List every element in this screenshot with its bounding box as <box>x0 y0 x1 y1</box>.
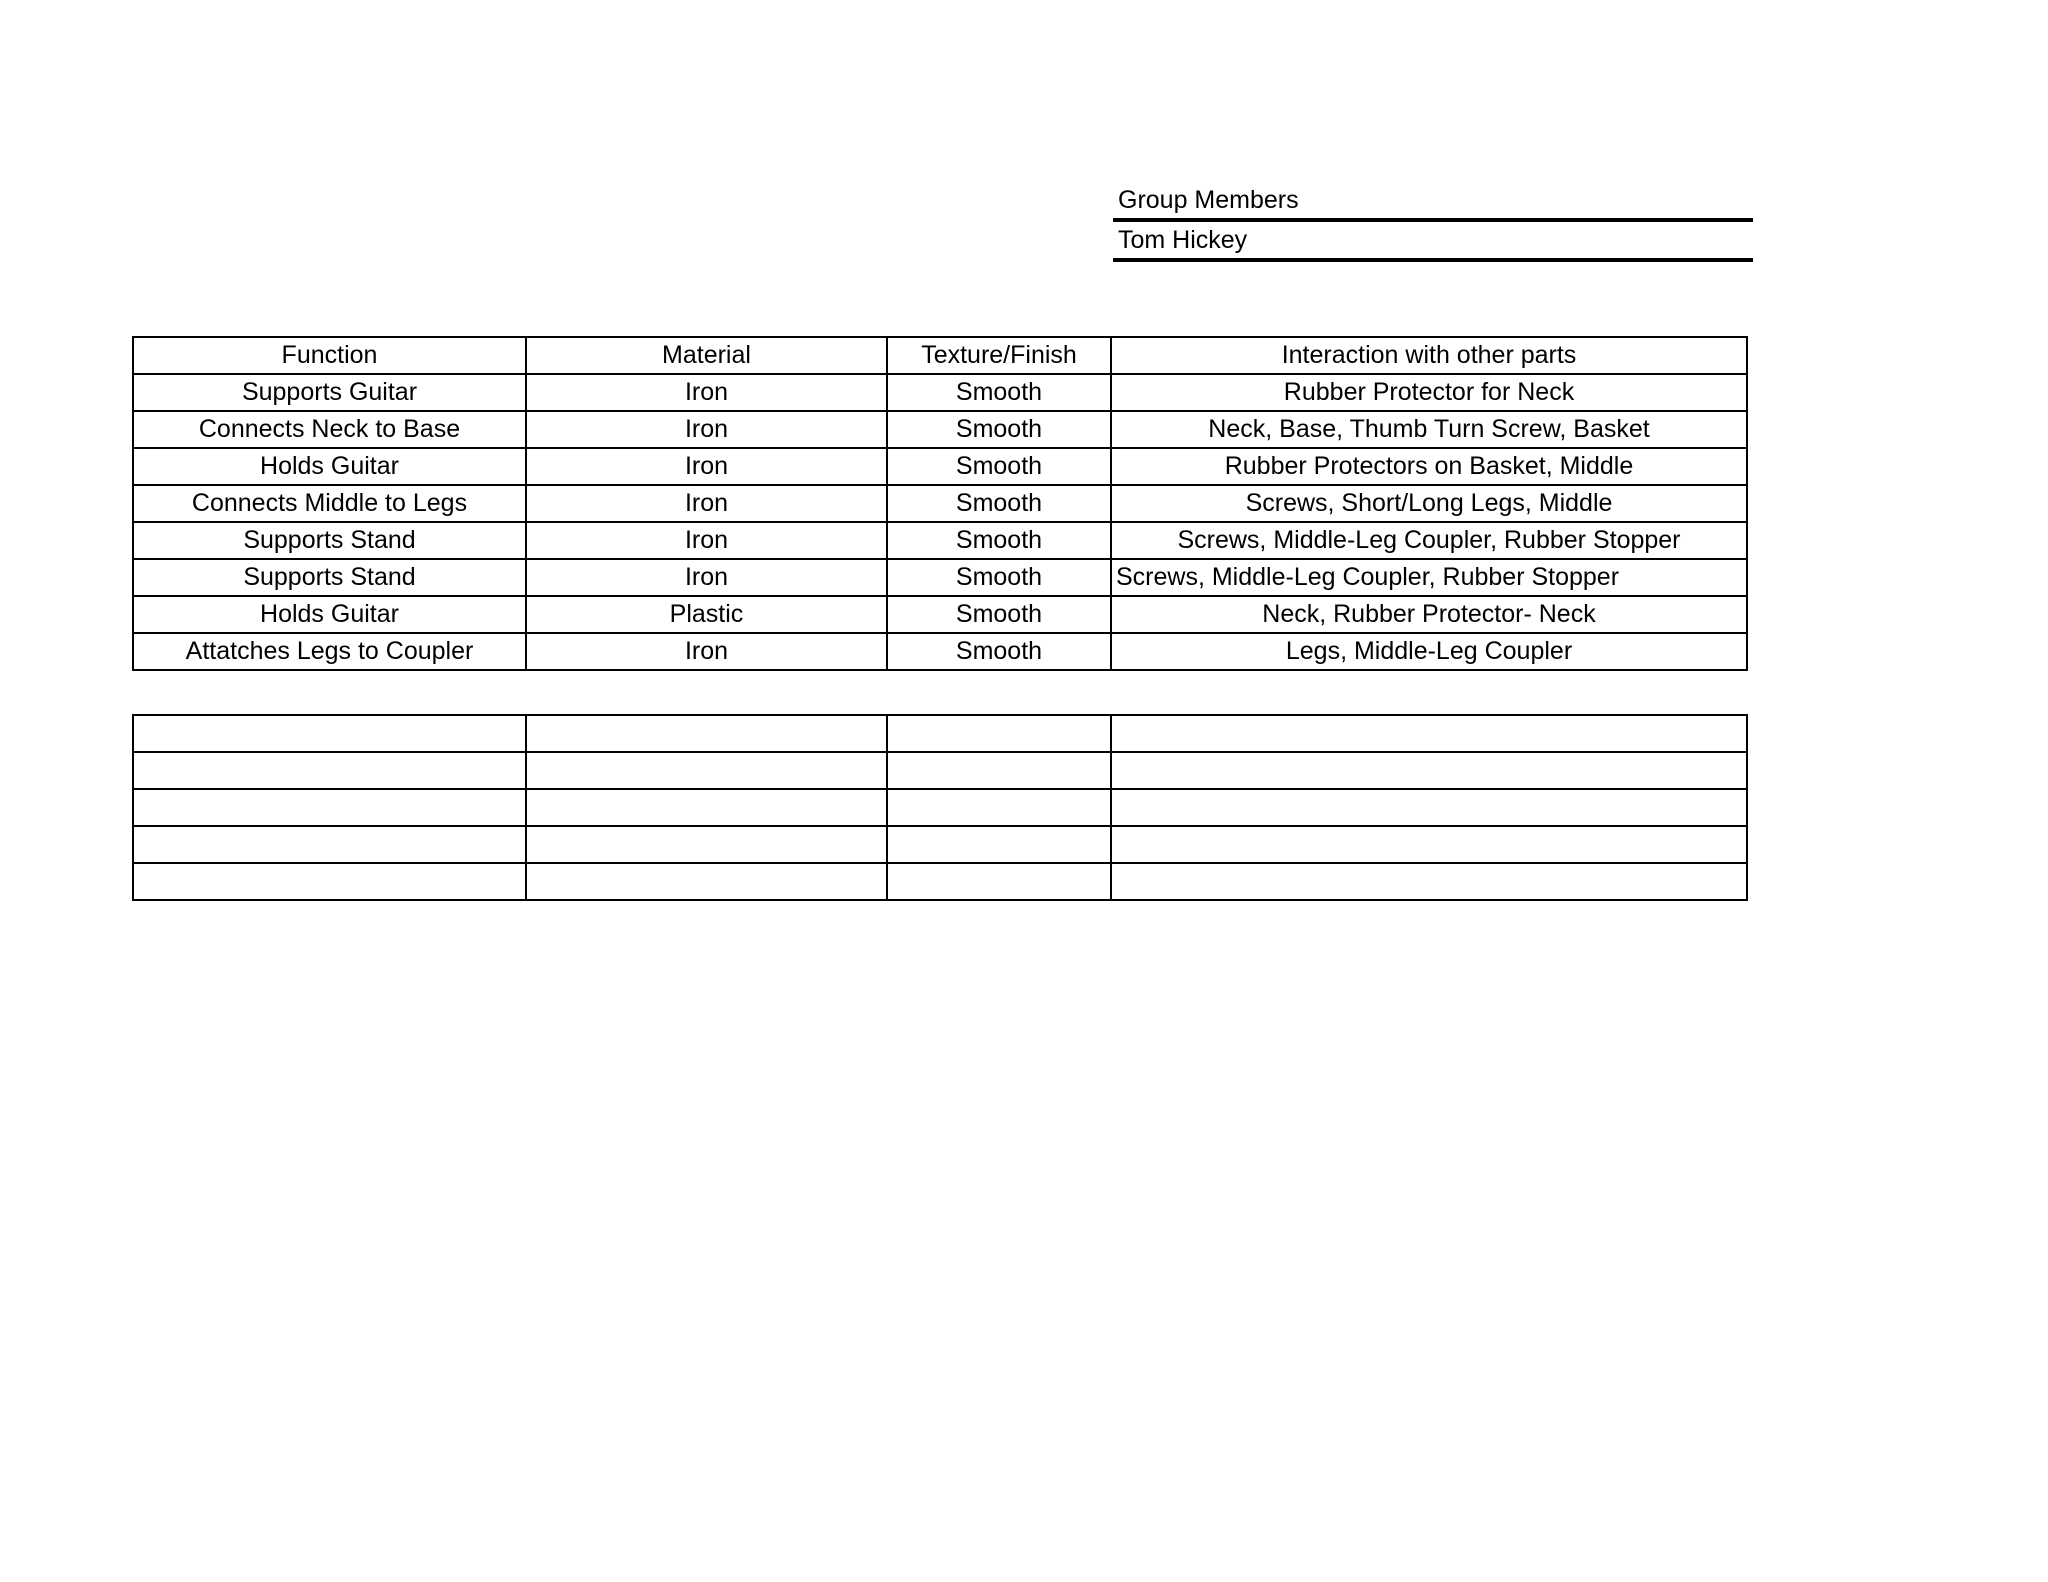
cell-material: Iron <box>526 559 887 596</box>
cell-material: Iron <box>526 448 887 485</box>
cell-texture: Smooth <box>887 374 1111 411</box>
table-row <box>133 752 1747 789</box>
empty-cell <box>1111 826 1747 863</box>
table-row <box>133 411 1747 448</box>
parts-table <box>132 336 1748 671</box>
cell-interaction: Rubber Protector for Neck <box>1111 374 1747 411</box>
empty-cell <box>1111 715 1747 752</box>
cell-material: Iron <box>526 485 887 522</box>
empty-cell <box>526 715 887 752</box>
empty-cell <box>133 752 526 789</box>
cell-interaction: Neck, Base, Thumb Turn Screw, Basket <box>1111 411 1747 448</box>
cell-texture: Smooth <box>887 559 1111 596</box>
blank-table <box>132 714 1748 901</box>
cell-interaction: Rubber Protectors on Basket, Middle <box>1111 448 1747 485</box>
cell-interaction: Legs, Middle-Leg Coupler <box>1111 633 1747 670</box>
cell-texture: Smooth <box>887 596 1111 633</box>
cell-texture: Smooth <box>887 411 1111 448</box>
empty-cell <box>133 715 526 752</box>
table-row <box>133 522 1747 559</box>
cell-function: Supports Stand <box>133 559 526 596</box>
table-row <box>133 633 1747 670</box>
cell-texture: Smooth <box>887 522 1111 559</box>
table-row <box>133 826 1747 863</box>
cell-material: Plastic <box>526 596 887 633</box>
table-row <box>133 374 1747 411</box>
table-row <box>133 596 1747 633</box>
table-row <box>133 863 1747 900</box>
group-members-block <box>1113 182 1753 262</box>
cell-material: Iron <box>526 374 887 411</box>
cell-function: Connects Middle to Legs <box>133 485 526 522</box>
cell-function: Supports Guitar <box>133 374 526 411</box>
table-row <box>133 715 1747 752</box>
cell-texture: Smooth <box>887 633 1111 670</box>
table-header-row <box>133 337 1747 374</box>
empty-cell <box>526 789 887 826</box>
cell-function: Attatches Legs to Coupler <box>133 633 526 670</box>
empty-cell <box>526 863 887 900</box>
table-row <box>133 559 1747 596</box>
cell-interaction: Screws, Short/Long Legs, Middle <box>1111 485 1747 522</box>
cell-texture: Smooth <box>887 448 1111 485</box>
table-row <box>133 789 1747 826</box>
empty-cell <box>133 789 526 826</box>
header-function: Function <box>133 337 526 374</box>
cell-texture: Smooth <box>887 485 1111 522</box>
empty-cell <box>887 826 1111 863</box>
cell-function: Holds Guitar <box>133 448 526 485</box>
empty-cell <box>887 789 1111 826</box>
empty-cell <box>526 826 887 863</box>
empty-cell <box>133 863 526 900</box>
group-members-heading: Group Members <box>1113 182 1753 222</box>
header-texture-finish: Texture/Finish <box>887 337 1111 374</box>
table-row <box>133 448 1747 485</box>
empty-cell <box>887 863 1111 900</box>
cell-interaction: Neck, Rubber Protector- Neck <box>1111 596 1747 633</box>
empty-cell <box>133 826 526 863</box>
empty-cell <box>526 752 887 789</box>
cell-interaction: Screws, Middle-Leg Coupler, Rubber Stopper <box>1111 559 1747 596</box>
cell-material: Iron <box>526 411 887 448</box>
header-interaction: Interaction with other parts <box>1111 337 1747 374</box>
empty-cell <box>1111 789 1747 826</box>
cell-interaction: Screws, Middle-Leg Coupler, Rubber Stopper <box>1111 522 1747 559</box>
empty-cell <box>1111 863 1747 900</box>
empty-cell <box>1111 752 1747 789</box>
table-row <box>133 485 1747 522</box>
cell-function: Holds Guitar <box>133 596 526 633</box>
cell-material: Iron <box>526 522 887 559</box>
group-member-name: Tom Hickey <box>1113 222 1753 262</box>
empty-cell <box>887 715 1111 752</box>
cell-function: Connects Neck to Base <box>133 411 526 448</box>
header-material: Material <box>526 337 887 374</box>
empty-cell <box>887 752 1111 789</box>
cell-material: Iron <box>526 633 887 670</box>
cell-function: Supports Stand <box>133 522 526 559</box>
